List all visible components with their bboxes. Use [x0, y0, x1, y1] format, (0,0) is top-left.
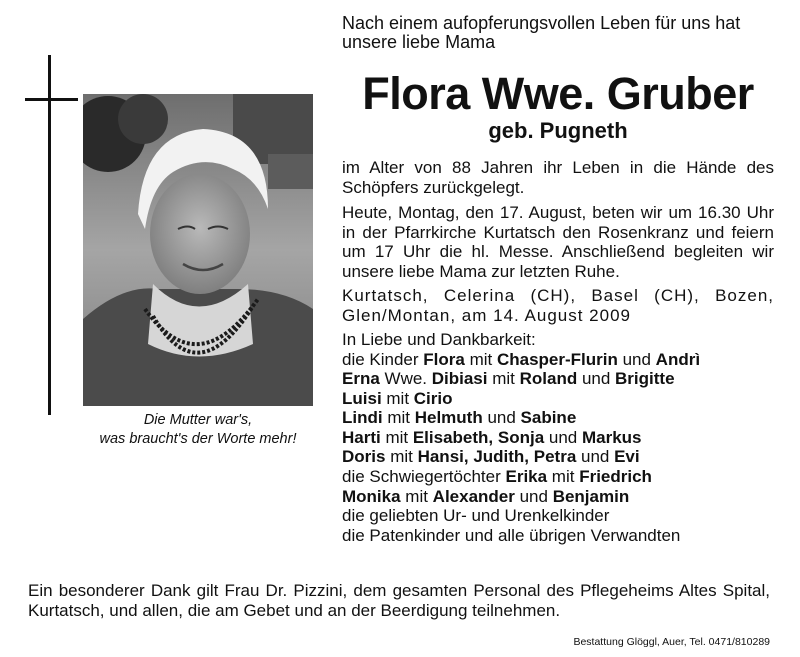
mourner-line: [342, 369, 774, 389]
mourner-text: die geliebten Ur- und Urenkelkinder: [342, 506, 610, 526]
mourner-text: mit: [382, 408, 415, 428]
deceased-name: Flora Wwe. Gruber: [362, 68, 754, 119]
mourner-text: Wwe.: [379, 369, 432, 389]
mourner-name: Benjamin: [552, 486, 630, 506]
mourner-name: Flora: [423, 349, 465, 369]
mourner-line: [342, 350, 774, 370]
mourner-text: die Patenkinder und alle übrigen Verwandten: [342, 525, 681, 545]
mourner-text: mit: [381, 388, 414, 408]
mourner-name: Sabine: [520, 408, 577, 428]
mourner-line: [342, 526, 774, 546]
mourner-name: Evi: [614, 447, 640, 467]
place-date: Kurtatsch, Celerina (CH), Basel (CH), Bozen, Glen/Montan, am 14. August 2009: [342, 286, 774, 325]
mourner-text: mit: [400, 486, 433, 506]
mourner-text: mit: [385, 447, 418, 467]
mourner-line: [342, 408, 774, 428]
caption-line-1: Die Mutter war's,: [143, 412, 253, 428]
mourner-name: Lindi: [342, 408, 383, 428]
mourner-name: Alexander: [432, 486, 515, 506]
mourner-name: Erna: [342, 369, 380, 389]
mourner-name: Elisabeth, Sonja: [412, 427, 545, 447]
mourner-line: [342, 506, 774, 526]
mourner-line: [342, 389, 774, 409]
mourner-line: [342, 487, 774, 507]
thanks-paragraph: Ein besonderer Dank gilt Frau Dr. Pizzini, dem gesamten Personal des Pflegeheims Altes Spital, Kurtatsch, und allen, die am Gebet und an der Beerdigung teilnehmen.: [28, 581, 770, 620]
mourner-text: die Schwiegertöchter: [342, 467, 506, 487]
mourner-text: mit: [464, 349, 497, 369]
mourner-name: Erika: [505, 467, 548, 487]
mourner-text: und: [617, 349, 656, 369]
paragraph-service: Heute, Montag, den 17. August, beten wir um 16.30 Uhr in der Pfarrkirche Kurtatsch den Rosenkranz und feiern um 17 Uhr die hl. Messe. Anschließend begleiten wir unsere liebe Mama zur letzten Ruhe.: [342, 203, 774, 281]
mourner-text: mit: [547, 467, 580, 487]
mourner-name: Roland: [519, 369, 578, 389]
mourner-text: und: [514, 486, 553, 506]
mourner-line: [342, 428, 774, 448]
birth-name: geb. Pugneth: [488, 118, 628, 143]
mourners-list: [342, 350, 774, 546]
mourner-name: Markus: [581, 427, 642, 447]
portrait-photo: [83, 94, 313, 406]
mourner-text: die Kinder: [342, 349, 424, 369]
notice-text: [342, 14, 774, 545]
mourner-name: Chasper-Flurin: [496, 349, 618, 369]
photo-caption: [83, 411, 313, 449]
mourner-text: und: [576, 447, 615, 467]
mourner-text: und: [544, 427, 582, 447]
cross-icon-bar: [25, 98, 78, 101]
mourner-text: mit: [487, 369, 520, 389]
mourner-name: Andrì: [655, 349, 701, 369]
gratitude-intro: In Liebe und Dankbarkeit:: [342, 330, 536, 349]
mourner-text: und: [482, 408, 521, 428]
mourner-name: Doris: [342, 447, 386, 467]
mourner-name: Helmuth: [414, 408, 483, 428]
paragraph-life: im Alter von 88 Jahren ihr Leben in die Hände des Schöpfers zurückgelegt.: [342, 158, 774, 197]
mourner-name: Monika: [342, 486, 401, 506]
mourner-name: Harti: [342, 427, 381, 447]
mourner-name: Friedrich: [579, 467, 652, 487]
mourner-name: Luisi: [342, 388, 382, 408]
mourner-name: Dibiasi: [431, 369, 488, 389]
funeral-home-footer: Bestattung Glöggl, Auer, Tel. 0471/810289: [573, 636, 770, 648]
cross-icon: [48, 55, 51, 415]
mourner-line: [342, 467, 774, 487]
mourner-text: mit: [380, 427, 413, 447]
mourner-line: [342, 447, 774, 467]
mourner-name: Hansi, Judith, Petra: [417, 447, 577, 467]
caption-line-2: was braucht's der Worte mehr!: [99, 431, 297, 447]
intro-text: Nach einem aufopferungsvollen Leben für uns hat unsere liebe Mama: [342, 13, 741, 52]
mourner-text: und: [577, 369, 616, 389]
mourner-name: Cirio: [413, 388, 453, 408]
mourner-name: Brigitte: [615, 369, 675, 389]
